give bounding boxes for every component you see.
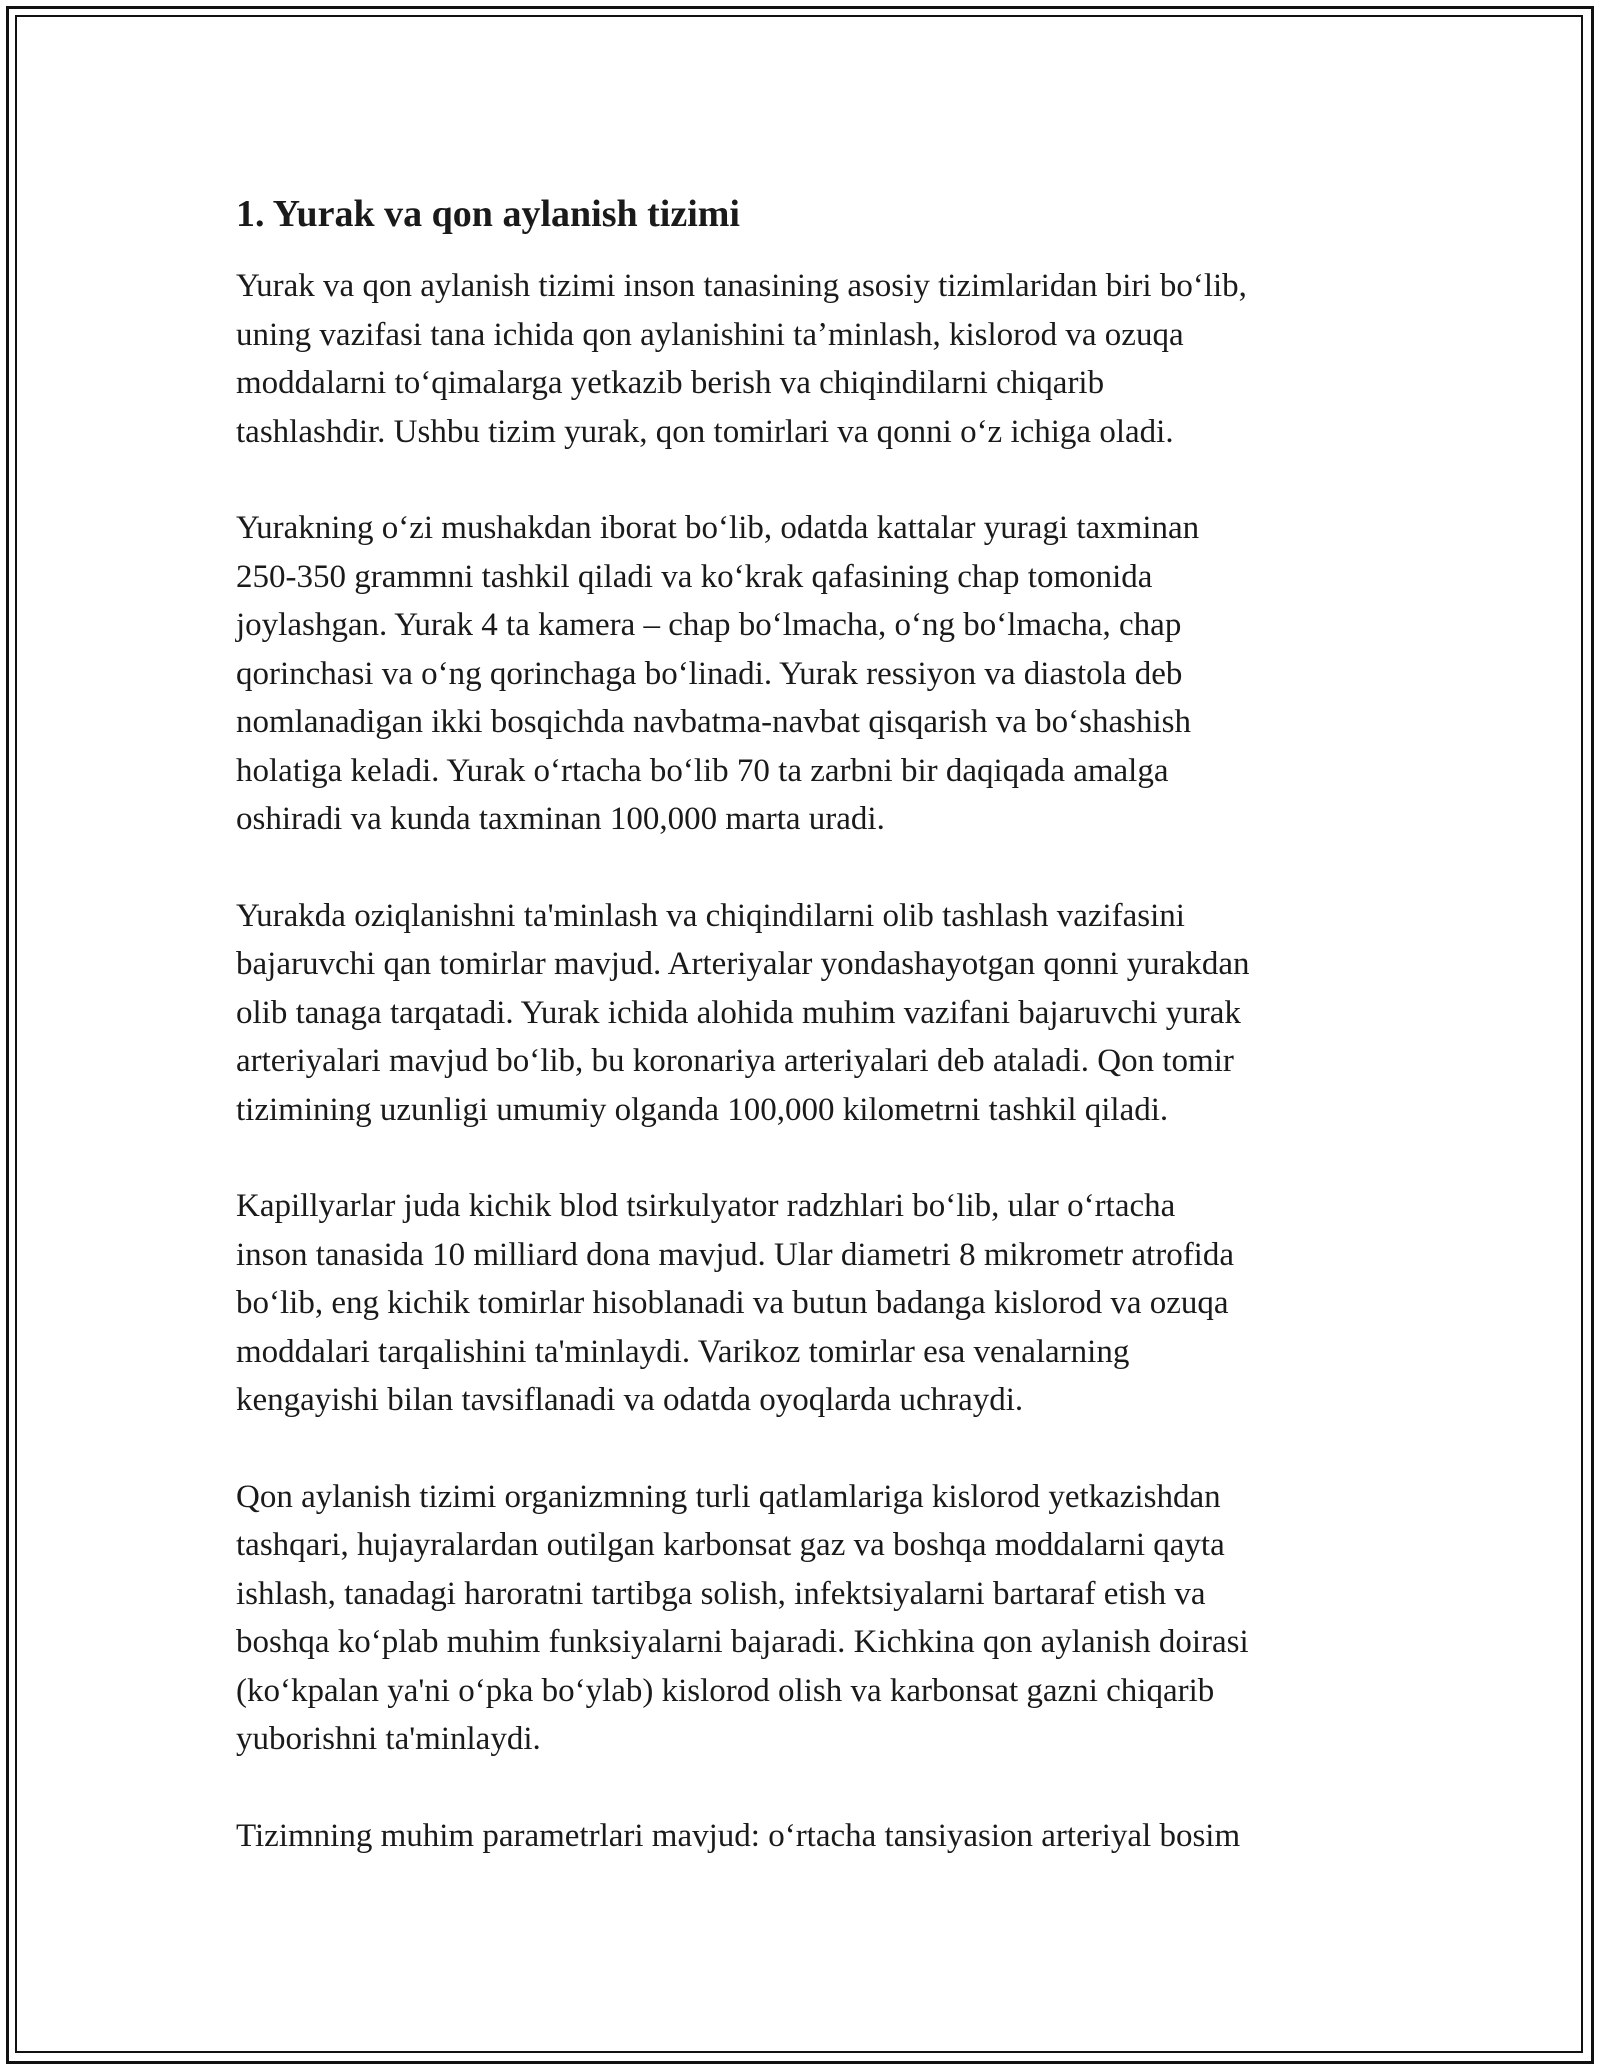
- text-line: bajaruvchi qan tomirlar mavjud. Arteriyalar yondashayotgan qonni yurakdan: [236, 946, 1250, 982]
- paragraph-heart: [236, 504, 1376, 844]
- text-line: inson tanasida 10 milliard dona mavjud. Ular diametri 8 mikrometr atrofida: [236, 1236, 1234, 1273]
- text-line: kengayishi bilan tavsiflanadi va odatda oyoqlarda uchraydi.: [236, 1382, 1024, 1418]
- document-body: [236, 180, 1376, 1908]
- text-line: Yurakda oziqlanishni ta'minlash va chiqindilarni olib tashlash vazifasini: [236, 897, 1185, 934]
- text-line: tashlashdir. Ushbu tizim yurak, qon tomirlari va qonni oʻz ichiga oladi.: [236, 413, 1174, 450]
- text-line: holatiga keladi. Yurak oʻrtacha boʻlib 70 ta zarbni bir daqiqada amalga: [236, 752, 1169, 789]
- section-heading: 1. Yurak va qon aylanish tizimi: [236, 193, 740, 235]
- text-line: arteriyalari mavjud boʻlib, bu koronariya arteriyalari deb ataladi. Qon tomir: [236, 1043, 1234, 1079]
- paragraph-functions: [236, 1473, 1376, 1764]
- text-line: boshqa koʻplab muhim funksiyalarni bajaradi. Kichkina qon aylanish doirasi: [236, 1624, 1249, 1660]
- text-line: Yurak va qon aylanish tizimi inson tanasining asosiy tizimlaridan biri boʻlib,: [236, 268, 1247, 304]
- text-line: joylashgan. Yurak 4 ta kamera – chap boʻlmacha, oʻng boʻlmacha, chap: [236, 607, 1182, 643]
- text-line: olib tanaga tarqatadi. Yurak ichida alohida muhim vazifani bajaruvchi yurak: [236, 994, 1241, 1031]
- text-line: qorinchasi va oʻng qorinchaga boʻlinadi. Yurak ressiyon va diastola deb: [236, 655, 1183, 692]
- text-line: yuborishni ta'minlaydi.: [236, 1721, 541, 1757]
- text-line: Kapillyarlar juda kichik blod tsirkulyator radzhlari boʻlib, ular oʻrtacha: [236, 1188, 1176, 1224]
- text-line: oshiradi va kunda taxminan 100,000 marta uradi.: [236, 801, 885, 837]
- text-line: 250-350 grammni tashkil qiladi va koʻkrak qafasining chap tomonida: [236, 558, 1153, 595]
- text-line: ishlash, tanadagi haroratni tartibga solish, infektsiyalarni bartaraf etish va: [236, 1575, 1206, 1612]
- text-line: Tizimning muhim parametrlari mavjud: oʻrtacha tansiyasion arteriyal bosim: [236, 1817, 1241, 1854]
- text-line: (koʻkpalan ya'ni oʻpka boʻylab) kislorod olish va karbonsat gazni chiqarib: [236, 1672, 1215, 1709]
- text-line: moddalarni toʻqimalarga yetkazib berish va chiqindilarni chiqarib: [236, 365, 1105, 401]
- text-line: boʻlib, eng kichik tomirlar hisoblanadi va butun badanga kislorod va ozuqa: [236, 1285, 1229, 1321]
- text-line: uning vazifasi tana ichida qon aylanishini taʼminlash, kislorod va ozuqa: [236, 316, 1184, 353]
- text-line: moddalari tarqalishini ta'minlaydi. Varikoz tomirlar esa venalarning: [236, 1333, 1130, 1370]
- text-line: Qon aylanish tizimi organizmning turli qatlamlariga kislorod yetkazishdan: [236, 1478, 1221, 1515]
- text-line: tashqari, hujayralardan outilgan karbonsat gaz va boshqa moddalarni qayta: [236, 1527, 1225, 1563]
- paragraph-intro: [236, 262, 1376, 456]
- text-line: tizimining uzunligi umumiy olganda 100,000 kilometrni tashkil qiladi.: [236, 1091, 1169, 1128]
- text-line: nomlanadigan ikki bosqichda navbatma-navbat qisqarish va boʻshashish: [236, 704, 1191, 740]
- paragraph-parameters: [236, 1812, 1376, 1861]
- paragraph-capillaries: [236, 1182, 1376, 1425]
- paragraph-vessels: [236, 892, 1376, 1135]
- text-line: Yurakning oʻzi mushakdan iborat boʻlib, odatda kattalar yuragi taxminan: [236, 510, 1200, 546]
